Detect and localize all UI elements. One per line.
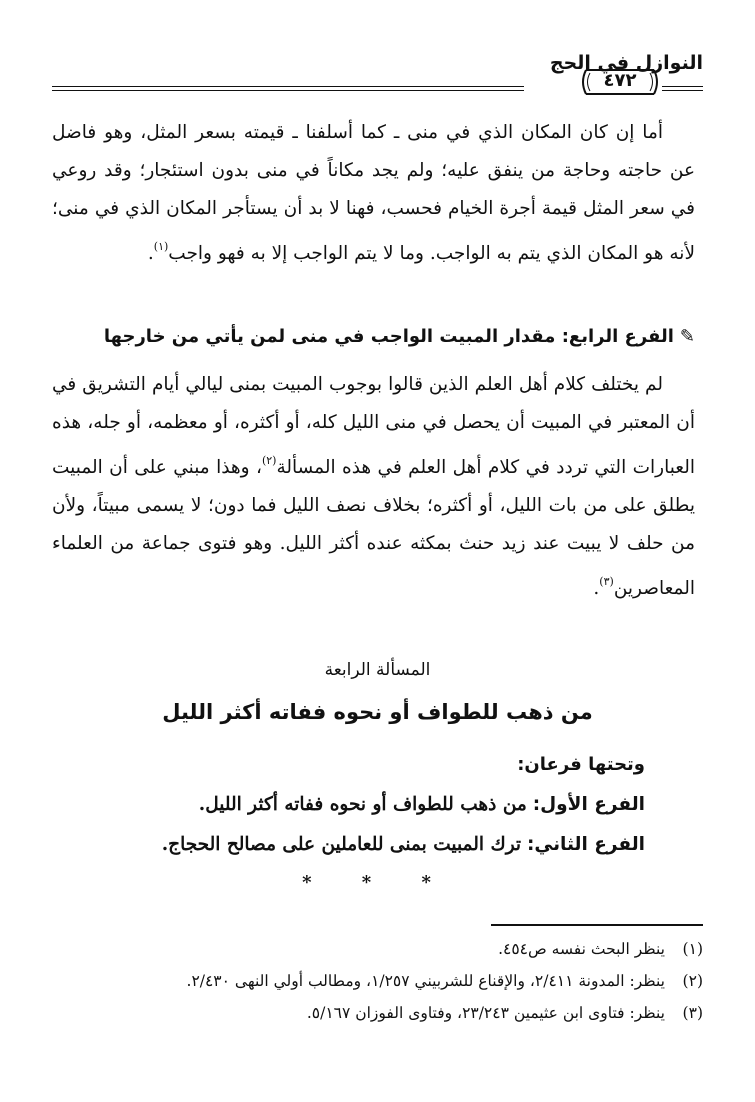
page-number: ٤٧٢ bbox=[603, 70, 637, 91]
intro-end: . bbox=[147, 243, 154, 264]
footnote-ref-2[interactable]: (٢) bbox=[261, 454, 277, 467]
footnote-number: (١) bbox=[682, 940, 703, 958]
bookmark-icon: ✎ bbox=[679, 326, 695, 347]
footnote-ref-1[interactable]: (١) bbox=[153, 240, 169, 253]
branches-intro: وتحتها فرعان: bbox=[517, 754, 645, 775]
branch-four-heading bbox=[55, 326, 695, 347]
header-rule-right-2 bbox=[662, 90, 703, 91]
footnote-item bbox=[53, 940, 703, 958]
branch-item-text: ترك المبيت بمنى للعاملين على مصالح الحجاج. bbox=[161, 834, 522, 855]
intro-text: أما إن كان المكان الذي في منى ـ كما أسلفنا ـ قيمته بسعر المثل، وهو فاضل عن حاجته وحاجة من ينفق عليه؛ ولم يجد مكاناً في منى بدون استئجار؛ وقد روعي في سعر المثل قيمة أجرة الخيام فحسب، فهنا لا بد أن يستأجر المكان الذي في منى؛ لأنه هو المكان الذي يتم به الواجب. وما لا يتم الواجب إلا به فهو واجب bbox=[52, 122, 695, 264]
branch-item-text: من ذهب للطواف أو نحوه ففاته أكثر الليل. bbox=[198, 794, 527, 815]
header-rule-left-2 bbox=[52, 90, 524, 91]
branch-four-text-1: لم يختلف كلام أهل العلم الذين قالوا بوجوب المبيت بمنى ليالي أيام التشريق في أن المعتبر في المبيت أن يحصل في منى الليل كله، أو أكثره، أو معظمه، أو جله، هذه العبارات التي تردد في كلام أهل العلم في هذه المسألة bbox=[52, 374, 695, 478]
page-number-frame bbox=[580, 66, 660, 98]
footnote-text: ينظر البحث نفسه ص٤٥٤. bbox=[498, 940, 665, 958]
branch-item-label: الفرع الأول: bbox=[532, 794, 645, 815]
footnote-ref-3[interactable]: (٣) bbox=[599, 575, 614, 588]
branch-item-second bbox=[162, 834, 645, 855]
branch-four-label: الفرع الرابع: bbox=[561, 326, 674, 347]
branch-four-title: مقدار المبيت الواجب في منى لمن يأتي من خارجها bbox=[103, 326, 556, 347]
issue-label: المسألة الرابعة bbox=[324, 660, 431, 680]
footnote-text: ينظر: فتاوى ابن عثيمين ٢٣/٢٤٣، وفتاوى الفوزان ٥/١٦٧. bbox=[306, 1004, 665, 1022]
footnote-number: (٣) bbox=[682, 1004, 703, 1022]
branch-four-end: . bbox=[593, 578, 600, 599]
branch-item-label: الفرع الثاني: bbox=[526, 834, 645, 855]
book-title: النوازل في الحج bbox=[549, 52, 703, 74]
footnote-number: (٢) bbox=[682, 972, 703, 990]
branch-item-first bbox=[199, 794, 645, 815]
footnote-text: ينظر: المدونة ٢/٤١١، والإقناع للشربيني ١/٢٥٧، ومطالب أولي النهى ٢/٤٣٠. bbox=[186, 972, 665, 990]
header-rule-left bbox=[52, 86, 524, 87]
section-separator: * * * bbox=[302, 872, 453, 893]
branch-four-paragraph bbox=[52, 366, 695, 608]
footnote-divider bbox=[491, 924, 703, 926]
footnote-item bbox=[53, 972, 703, 990]
header-rule-right bbox=[662, 86, 703, 87]
branch-four-text-2: ، وهذا مبني على أن المبيت يطلق على من بات الليل، أو أكثره؛ بخلاف نصف الليل فما دون؛ لا يسمى مبيتاً، ولأن من حلف لا يبيت عند زيد حنث بمكثه عنده أكثر الليل. وهو فتوى جماعة من العلماء المعاصرين bbox=[52, 457, 695, 599]
issue-title: من ذهب للطواف أو نحوه ففاته أكثر الليل bbox=[162, 700, 593, 724]
intro-paragraph bbox=[52, 114, 695, 273]
footnote-item bbox=[53, 1004, 703, 1022]
